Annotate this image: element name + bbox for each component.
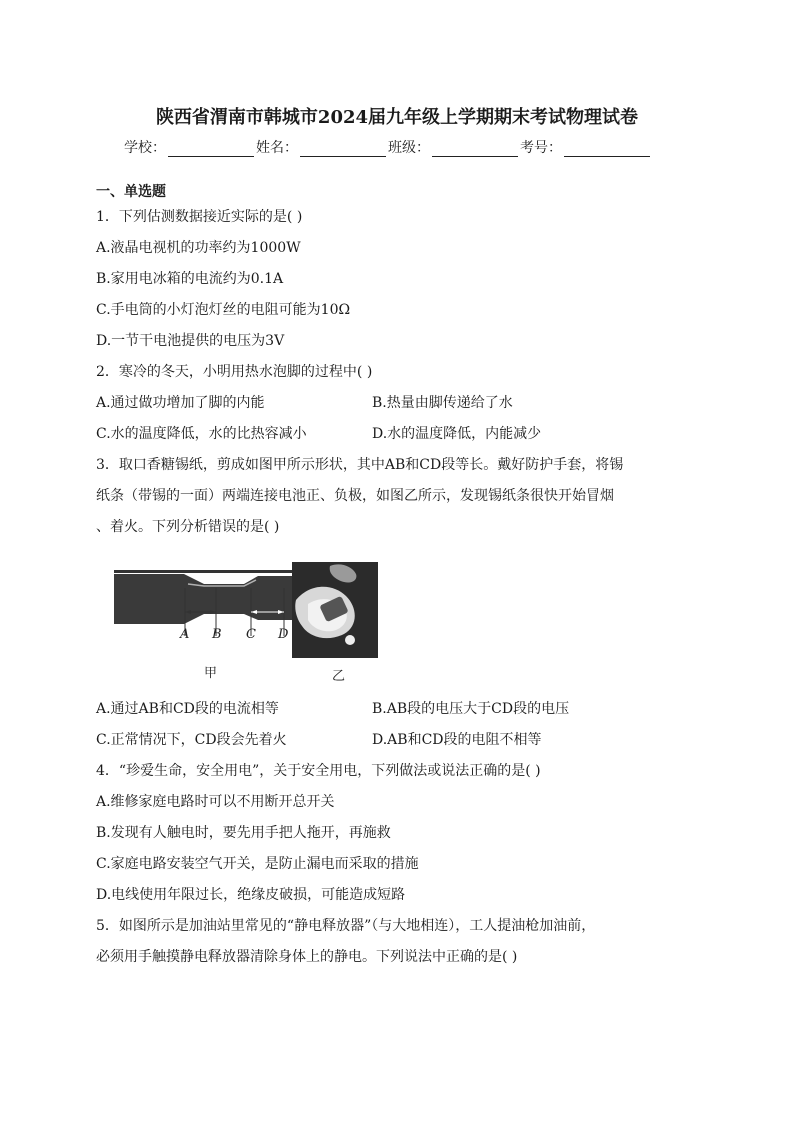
section-heading: 一、单选题 — [96, 184, 166, 200]
school-blank[interactable] — [168, 142, 254, 157]
student-info-row — [124, 137, 652, 157]
label-a: A — [180, 627, 190, 642]
name-blank[interactable] — [300, 142, 386, 157]
q5-stem-line2: 必须用手触摸静电释放器清除身体上的静电。下列说法中正确的是( ) — [96, 949, 518, 965]
q3-figure — [96, 560, 396, 686]
q1-stem: 1．下列估测数据接近实际的是( ) — [96, 209, 303, 225]
q3-option-d: D.AB和CD段的电阻不相等 — [372, 732, 542, 748]
tin-foil-strip — [114, 574, 292, 624]
foil-top-edge — [114, 570, 292, 573]
label-d: D — [278, 627, 289, 642]
q3-option-c: C.正常情况下，CD段会先着火 — [96, 732, 287, 748]
number-blank[interactable] — [564, 142, 650, 157]
q3-option-a: A.通过AB和CD段的电流相等 — [96, 701, 279, 717]
label-b: B — [212, 627, 222, 642]
q2-option-a: A.通过做功增加了脚的内能 — [96, 395, 265, 411]
exam-title: 陕西省渭南市韩城市2024届九年级上学期期末考试物理试卷 — [155, 107, 639, 128]
q4-stem: 4．“珍爱生命，安全用电”，关于安全用电，下列做法或说法正确的是( ) — [96, 763, 541, 779]
q5-stem-line1: 5．如图所示是加油站里常见的“静电释放器”（与大地相连），工人提油枪加油前， — [96, 918, 596, 934]
class-blank[interactable] — [432, 142, 518, 157]
label-c: C — [246, 627, 256, 642]
q3-option-b: B.AB段的电压大于CD段的电压 — [372, 701, 570, 717]
q1-option-a: A.液晶电视机的功率约为1000W — [96, 240, 301, 256]
number-label: 考号： — [520, 140, 562, 156]
q1-option-c: C.手电筒的小灯泡灯丝的电阻可能为10Ω — [96, 302, 351, 318]
q3-stem-line1: 3．取口香糖锡纸，剪成如图甲所示形状，其中AB和CD段等长。戴好防护手套，将锡 — [96, 457, 624, 473]
school-label: 学校： — [124, 140, 166, 156]
q2-option-b: B.热量由脚传递给了水 — [372, 395, 513, 411]
label-jia: 甲 — [204, 666, 218, 681]
q3-stem-line2: 纸条（带锡的一面）两端连接电池正、负极，如图乙所示，发现锡纸条很快开始冒烟 — [96, 488, 614, 504]
q4-option-b: B.发现有人触电时，要先用手把人拖开，再施救 — [96, 825, 391, 841]
label-yi: 乙 — [332, 669, 346, 684]
q4-option-d: D.电线使用年限过长，绝缘皮破损，可能造成短路 — [96, 887, 406, 903]
q2-option-c: C.水的温度降低，水的比热容减小 — [96, 426, 307, 442]
q1-option-b: B.家用电冰箱的电流约为0.1A — [96, 271, 284, 287]
q4-option-c: C.家庭电路安装空气开关，是防止漏电而采取的措施 — [96, 856, 419, 872]
q2-stem: 2．寒冷的冬天，小明用热水泡脚的过程中( ) — [96, 364, 373, 380]
q4-option-a: A.维修家庭电路时可以不用断开总开关 — [96, 794, 335, 810]
q2-option-d: D.水的温度降低，内能减少 — [372, 426, 542, 442]
name-label: 姓名： — [256, 140, 298, 156]
class-label: 班级： — [388, 140, 430, 156]
q1-option-d: D.一节干电池提供的电压为3V — [96, 333, 285, 349]
q3-stem-line3: 、着火。下列分析错误的是( ) — [96, 519, 280, 535]
